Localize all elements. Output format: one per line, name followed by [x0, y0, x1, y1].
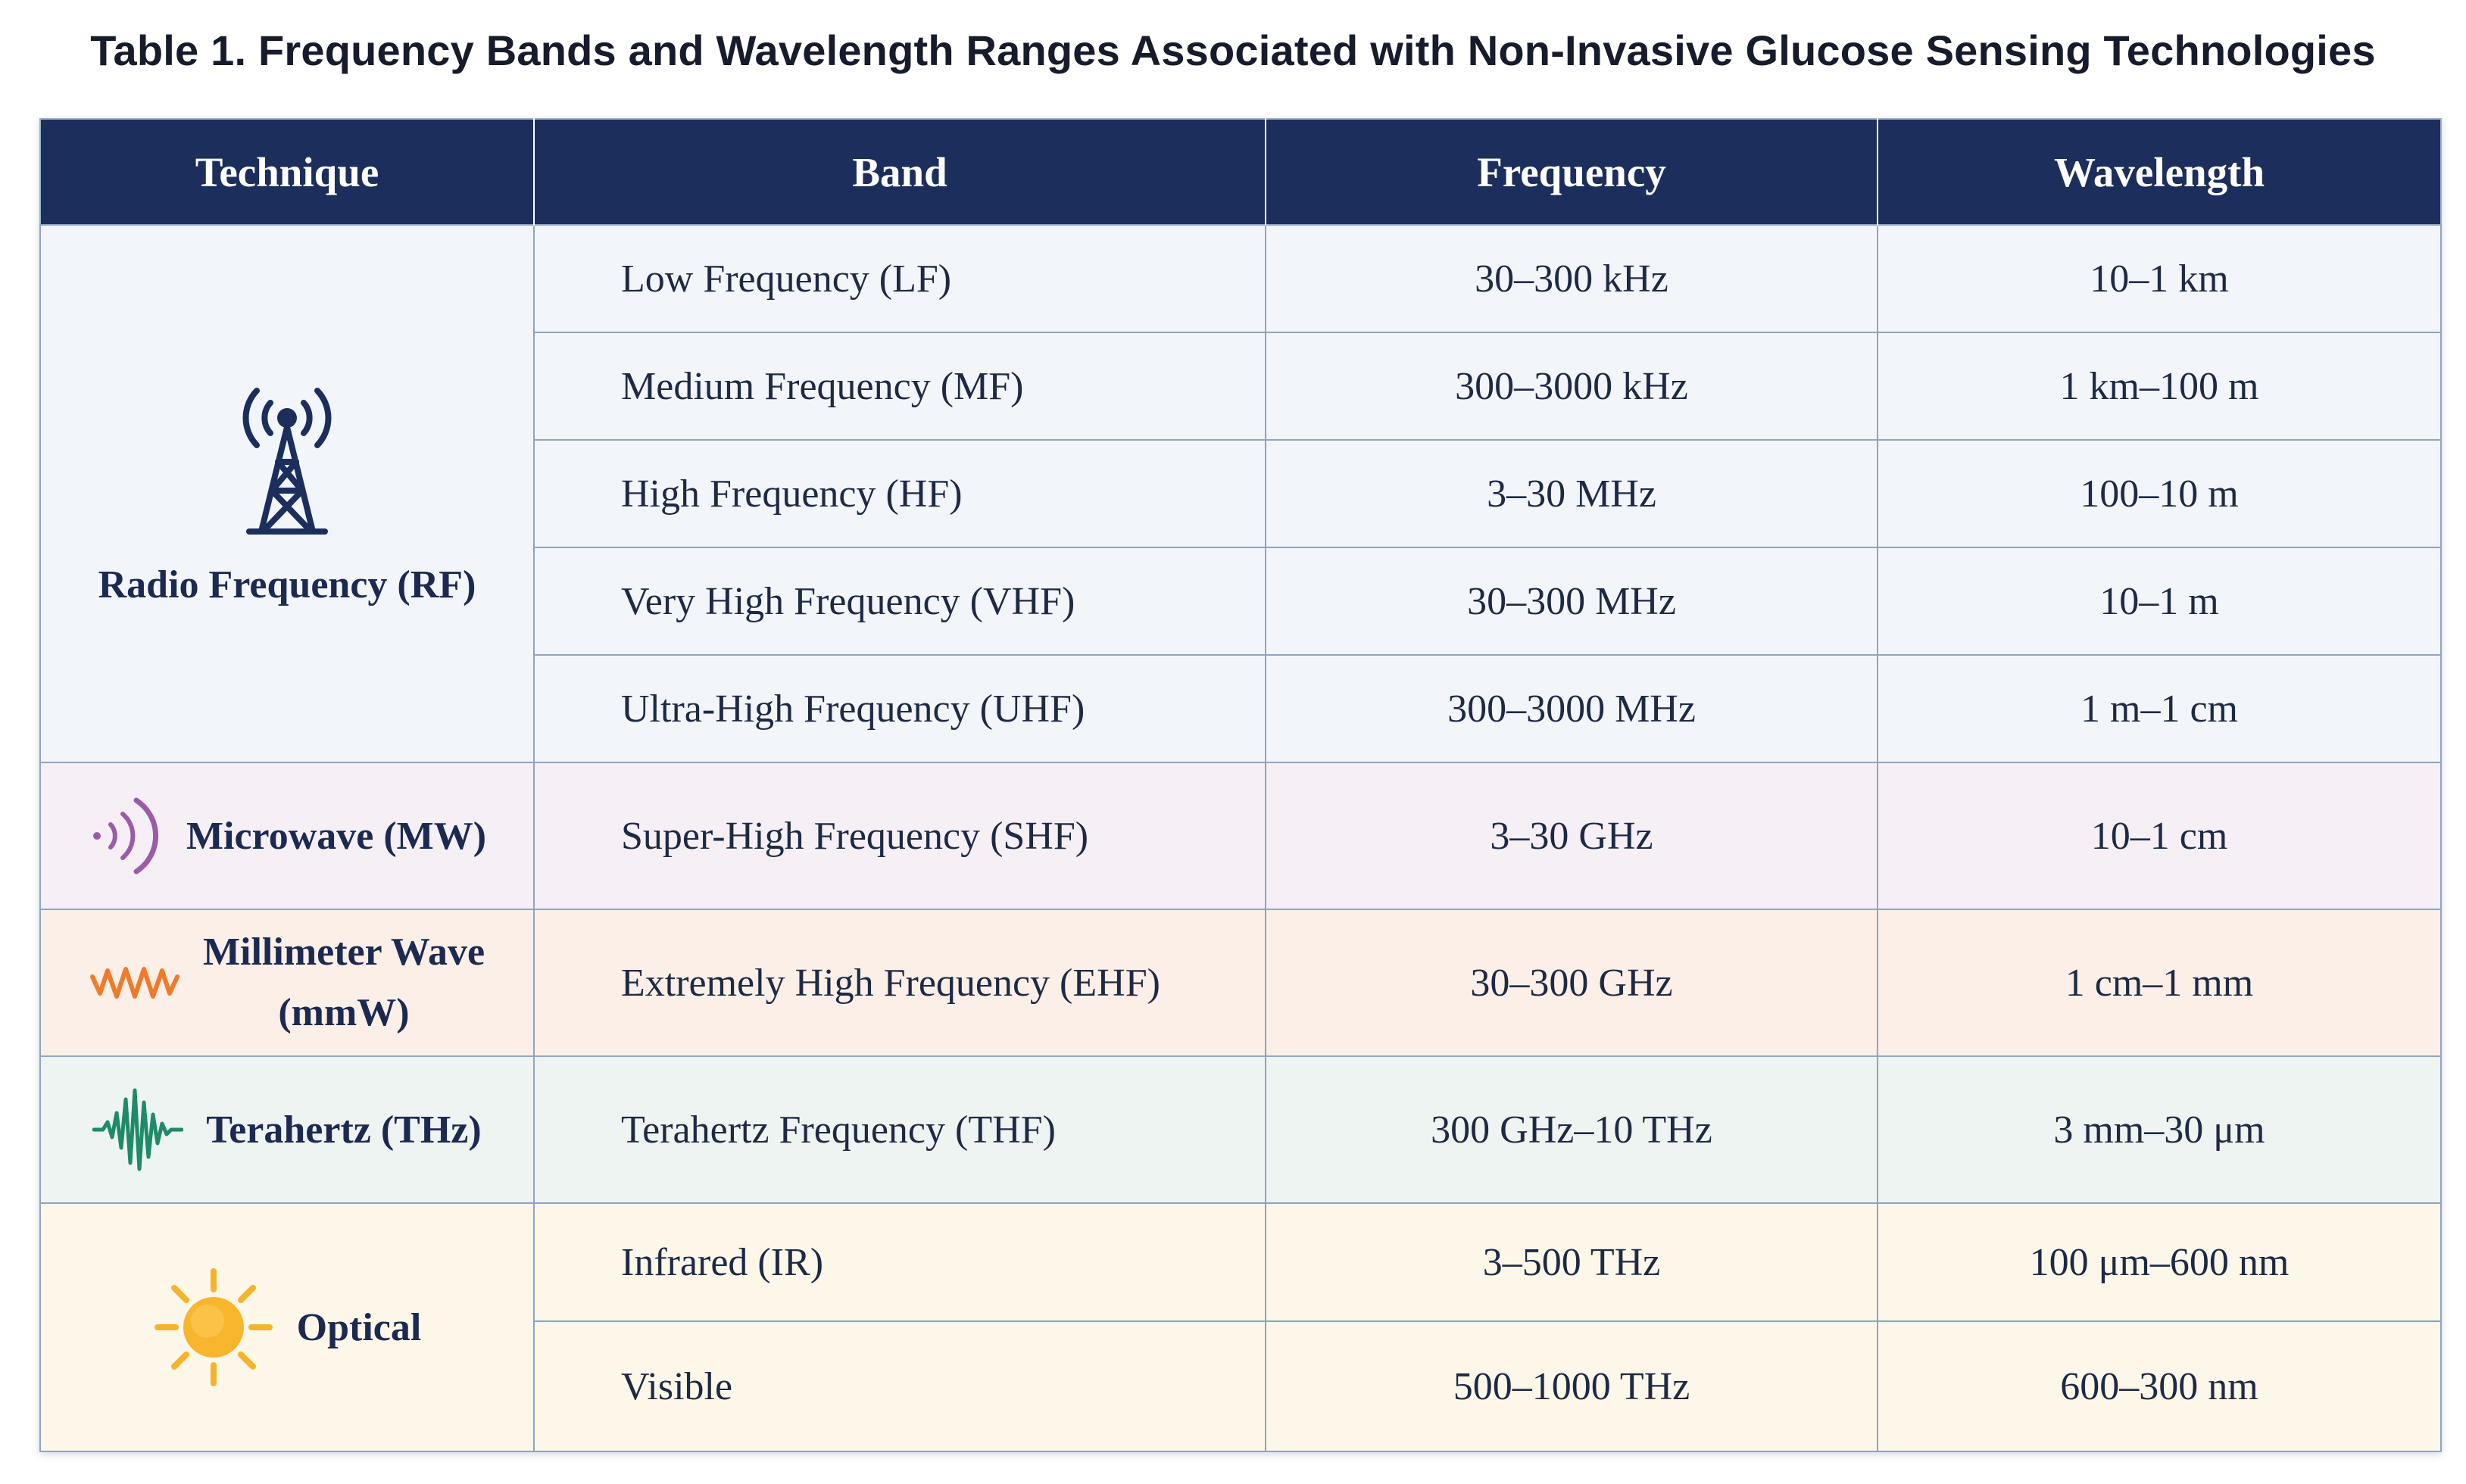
- wavelength-cell: 10–1 cm: [1878, 762, 2441, 909]
- technique-cell-mw: [40, 762, 534, 909]
- band-cell: Visible: [534, 1321, 1266, 1451]
- frequency-cell: 500–1000 THz: [1266, 1321, 1878, 1451]
- wavelength-cell: 100–10 m: [1878, 440, 2441, 547]
- frequency-cell: 3–500 THz: [1266, 1203, 1878, 1321]
- technique-cell-rf: [40, 225, 534, 762]
- band-cell: Infrared (IR): [534, 1203, 1266, 1321]
- table-row: [40, 225, 2441, 332]
- wavelength-cell: 1 km–100 m: [1878, 332, 2441, 440]
- zigzag-wave-icon: [89, 960, 180, 1005]
- frequency-cell: 3–30 GHz: [1266, 762, 1878, 909]
- frequency-cell: 300–3000 MHz: [1266, 655, 1878, 762]
- technique-label-thz: Terahertz (THz): [206, 1108, 482, 1152]
- wavelength-cell: 100 μm–600 nm: [1878, 1203, 2441, 1321]
- table-header-row: [40, 119, 2441, 225]
- band-cell: Low Frequency (LF): [534, 225, 1266, 332]
- sun-icon: [153, 1267, 274, 1388]
- header-technique: Technique: [40, 119, 534, 225]
- frequency-cell: 3–30 MHz: [1266, 440, 1878, 547]
- technique-label-rf: Radio Frequency (RF): [98, 563, 476, 606]
- wavelength-cell: 3 mm–30 μm: [1878, 1056, 2441, 1203]
- frequency-cell: 30–300 GHz: [1266, 909, 1878, 1056]
- wavelength-cell: 1 cm–1 mm: [1878, 909, 2441, 1056]
- technique-label-optical: Optical: [296, 1305, 422, 1349]
- table-caption: Table 1. Frequency Bands and Wavelength Ranges Associated with Non-Invasive Glucose Sensing Technologies: [90, 26, 2376, 74]
- band-cell: Very High Frequency (VHF): [534, 547, 1266, 655]
- band-cell: Extremely High Frequency (EHF): [534, 909, 1266, 1056]
- header-frequency: Frequency: [1266, 119, 1878, 225]
- frequency-cell: 300–3000 kHz: [1266, 332, 1878, 440]
- band-cell: Ultra-High Frequency (UHF): [534, 655, 1266, 762]
- technique-label-mw: Microwave (MW): [186, 814, 487, 858]
- radio-tower-icon: [226, 380, 348, 539]
- table-row: [40, 762, 2441, 909]
- frequency-cell: 30–300 MHz: [1266, 547, 1878, 655]
- band-cell: High Frequency (HF): [534, 440, 1266, 547]
- technique-cell-mmw: [40, 909, 534, 1056]
- band-cell: Super-High Frequency (SHF): [534, 762, 1266, 909]
- technique-label-mmw-line1: Millimeter Wave: [202, 931, 485, 974]
- frequency-cell: 30–300 kHz: [1266, 225, 1878, 332]
- table-row: [40, 1056, 2441, 1203]
- technique-cell-thz: [40, 1056, 534, 1203]
- wavelength-cell: 10–1 m: [1878, 547, 2441, 655]
- technique-label-mmw-line2: (mmW): [278, 991, 410, 1034]
- table-row: [40, 1203, 2441, 1321]
- frequency-bands-table: [39, 118, 2442, 1452]
- header-wavelength: Wavelength: [1878, 119, 2441, 225]
- band-cell: Terahertz Frequency (THF): [534, 1056, 1266, 1203]
- wavelength-cell: 1 m–1 cm: [1878, 655, 2441, 762]
- header-band: Band: [534, 119, 1266, 225]
- table-row: [40, 909, 2441, 1056]
- frequency-cell: 300 GHz–10 THz: [1266, 1056, 1878, 1203]
- terahertz-pulse-icon: [92, 1084, 183, 1175]
- wavelength-cell: 10–1 km: [1878, 225, 2441, 332]
- band-cell: Medium Frequency (MF): [534, 332, 1266, 440]
- technique-cell-optical: [40, 1203, 534, 1451]
- wavelength-cell: 600–300 nm: [1878, 1321, 2441, 1451]
- microwave-waves-icon: [88, 787, 164, 885]
